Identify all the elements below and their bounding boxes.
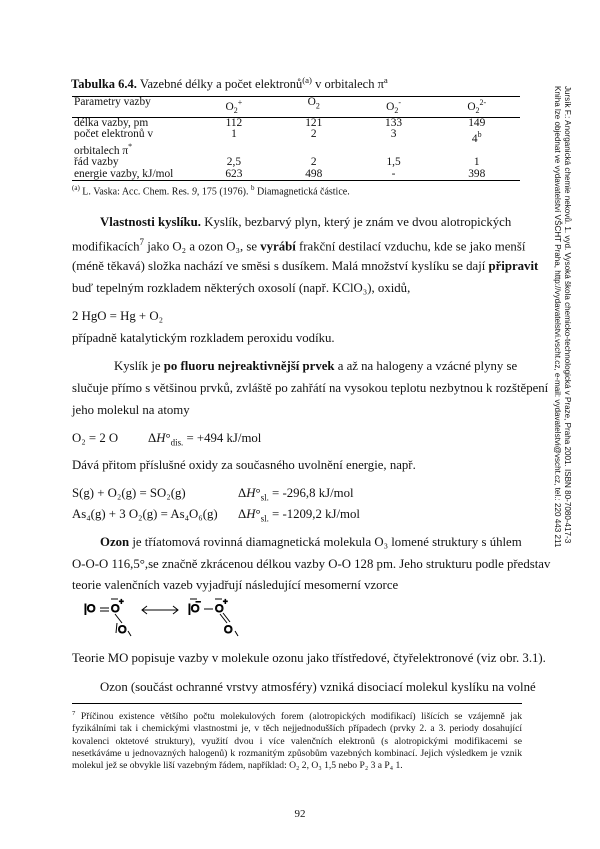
table-cell: energie vazby, kJ/mol (72, 169, 194, 181)
table-header-row (72, 97, 520, 118)
equation-o2-right: $\Delta H^\circ_{dis.} = +494$ kJ/mol (148, 431, 262, 448)
table-header-cell: $O_2$ (274, 97, 354, 118)
para2-line3: jeho molekul na atomy (72, 403, 190, 417)
page-number: 92 (294, 808, 306, 820)
equation-as4-right: $\Delta H^\circ_{sl.} = -1209,2$ kJ/mol (238, 507, 360, 524)
table-cell: 3 (390, 128, 397, 141)
table-caption-sup: (a) (302, 75, 312, 85)
para2-after: Dává přitom příslušné oxidy za současného uvolnění energie, např. (72, 458, 416, 472)
para3-line2: O-O-O 116,5°,se značně zkrácenou délkou vazby O-O 128 pm. Jeho strukturu podle představ (72, 557, 551, 571)
struct-charge: – (196, 597, 201, 606)
table-cell: 4$^b$ (471, 130, 482, 146)
table-header-cell: $O_2^-$ (354, 97, 434, 118)
para3-line1: Ozon je tříatomová rovinná diamagnetická molekula O₃ lomené struktury s úhlem (100, 535, 522, 549)
table-row (72, 169, 520, 181)
table-cell: 623 (194, 169, 274, 181)
citation-line: Jursík F.: Anorganická chemie nekovů. 1. vyd. Vysoká škola chemicko-technologická v Praze, Praha 2001. ISBN 80-7080-417-3 (563, 86, 572, 544)
table-note: $^{(a)}$ L. Vaska: Acc. Chem. Res. 9, 175 (1976). $^b$ Diamagnetická částice. (72, 184, 350, 198)
footnote (72, 708, 522, 772)
table-cell: 1 (231, 128, 237, 141)
table-cell: 2,5 (226, 156, 242, 169)
equation-o2-left: O₂ = 2 O (72, 431, 119, 445)
struct-atom: O (215, 603, 224, 615)
table-cell: 2 (310, 128, 317, 141)
struct-charge: + (119, 597, 124, 606)
equation-so2-right: $\Delta H^\circ_{sl.} = -296,8$ kJ/mol (238, 486, 354, 503)
table-cell: 1,5 (386, 156, 401, 169)
table-cell: počet elektronů v orbitalech π* (74, 128, 154, 157)
table-header-cell: $O_2^{2-}$ (433, 97, 520, 118)
ozone-resonance-structures (80, 595, 260, 645)
citation-sidebar (542, 86, 572, 606)
citation-line: Kniha lze objednat ve vydavatelství VŠCHT Praha, http://vydavatelstvi.vscht.cz, e-mail: vydavatelstvi@vscht.cz, tel.: 220 443 211 (552, 86, 562, 548)
table-cell: 112 (225, 116, 243, 129)
struct-atom: O (118, 624, 127, 636)
para1-lead: Vlastnosti kyslíku. (100, 215, 201, 229)
para1-after: případně katalytickým rozkladem peroxidu vodíku. (72, 331, 335, 345)
para2-line2: slučuje přímo s většinou prvků, zvláště po zahřátí na vysokou teplotu nezbytnou k rozštěpení (72, 381, 549, 395)
para3-line3: teorie valenčních vazeb vyjadřují následující mesomerní vzorce (72, 578, 399, 592)
struct-charge: + (223, 597, 228, 606)
struct-atom: |O (84, 603, 96, 615)
table-caption-tail-sup: a (383, 75, 388, 85)
bond-table (72, 96, 520, 181)
table-cell: řád vazby (74, 156, 119, 169)
table-header-cell: Parametry vazby (72, 97, 194, 118)
struct-atom: O (224, 624, 233, 636)
footnote-rule (72, 703, 522, 704)
table-header-cell: $O_2^+$ (194, 97, 274, 118)
table-cell: 2 (310, 156, 317, 169)
table-cell: 398 (433, 169, 520, 181)
para4: Teorie MO popisuje vazby v molekule ozonu jako třístředové, čtyřelektronové (viz obr. 3.1). (72, 651, 546, 665)
table-cell: 121 (305, 116, 323, 129)
table-caption (71, 75, 388, 92)
struct-atom: O (111, 603, 120, 615)
para1-line4: buď tepelným rozkladem některých oxosolí (např. KClO₃), oxidů, (72, 281, 411, 295)
equation-as4-left: As₄(g) + 3 O₂(g) = As₄O₆(g) (72, 507, 218, 521)
equation-so2-left: S(g) + O₂(g) = SO₂(g) (72, 486, 186, 500)
footnote-mark: 7 (72, 710, 76, 717)
table-cell: délka vazby, pm (74, 116, 149, 129)
table-caption-tail: v orbitalech π (311, 77, 384, 92)
para1-line3: (méně těkavá) složka nachází ve směsi s dusíkem. Malá množství kyslíku se dají připravit (72, 259, 539, 273)
table-cell: - (354, 169, 434, 181)
footnote-text: Příčinou existence většího počtu molekulových forem (alotropických modifikací) lišících se vzájemně jak fyzikálními tak i chemickými vlastnostmi je, v těch nejjednodušších případech (prvky 2. a 3. periody dosahující kovalenci oktetové struktury), využití dvou i více valenčních elektronů (s alotropickými modifikacemi se nesetkáváme u jednovazných halogenů) k rozmanitým způsobům vazebných kombinací. Jejich výsledkem je vznik molekul jež se obvykle liší vazebným řádem, například: O₂ 2, O₃ 1,5 nebo P₂ 3 a P₄ 1. (72, 711, 522, 771)
table-caption-text: Vazebné délky a počet elektronů (139, 77, 303, 92)
table-row (72, 129, 520, 157)
struct-atom: |O (188, 603, 200, 615)
table-cell: 133 (385, 116, 403, 129)
para1-line1: Vlastnosti kyslíku. Kyslík, bezbarvý plyn, který je znám ve dvou alotropických (100, 215, 512, 229)
table-cell: 1 (473, 156, 480, 169)
equation-hgo: 2 HgO = Hg + O₂ (72, 309, 164, 323)
para2-line1: Kyslík je po fluoru nejreaktivnější prvek a až na halogeny a vzácné plyny se (114, 359, 518, 373)
table-cell: 149 (468, 116, 486, 129)
para1-line2: modifikacích$^7$ jako O₂ a ozon O₃, se vyrábí frakční destilací vzduchu, kde se jako menší (72, 237, 526, 254)
table-caption-label: Tabulka 6.4. (71, 77, 137, 92)
table-cell: 498 (274, 169, 354, 181)
para5: Ozon (součást ochranné vrstvy atmosféry) vzniká disociací molekul kyslíku na volné (100, 680, 536, 694)
